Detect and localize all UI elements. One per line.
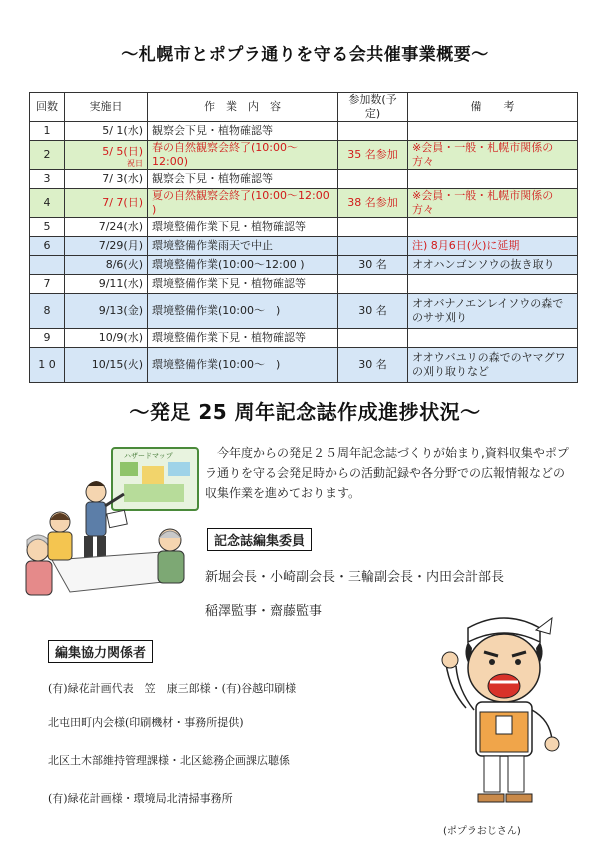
row-note-cont: のササ刈り — [412, 311, 467, 324]
row-note — [408, 329, 578, 348]
row-count: 30 名 — [338, 294, 408, 329]
row-note: オオハンゴンソウの抜き取り — [408, 256, 578, 275]
table-row — [30, 237, 578, 256]
table-row — [30, 294, 578, 329]
row-note: ※会員・一般・札幌市関係の方々 — [408, 141, 578, 170]
paragraph-line: 今年度からの発足２５周年記念誌づくりが始まり,資料収集やポプ — [217, 446, 569, 460]
row-no: 4 — [30, 189, 65, 218]
table-row — [30, 329, 578, 348]
row-count — [338, 218, 408, 237]
paragraph-line: 収集作業を進めております。 — [205, 486, 361, 500]
row-content: 環境整備作業(10:00～12:00 ) — [148, 256, 338, 275]
row-note — [408, 218, 578, 237]
editors-line: 稲澤監事・齋藤監事 — [205, 604, 323, 619]
row-date: 9/13(金) — [65, 294, 148, 329]
row-content: 観察会下見・植物確認等 — [148, 122, 338, 141]
board-label: ハザードマップ — [124, 452, 173, 460]
row-date: 5/ 5(日) — [102, 144, 143, 158]
row-note: オオバナノエンレイソウの森で — [412, 297, 564, 310]
row-note — [408, 122, 578, 141]
editors-heading: 記念誌編集委員 — [207, 528, 312, 551]
row-date-holiday: 祝日 — [127, 158, 143, 168]
table-row — [30, 170, 578, 189]
table-row — [30, 275, 578, 294]
row-note — [408, 170, 578, 189]
row-count — [338, 275, 408, 294]
row-note: 注) 8月6日(火)に延期 — [408, 237, 578, 256]
row-note: オオウバユリの森でのヤマグワ — [412, 351, 566, 364]
table-header-row — [30, 93, 578, 122]
row-note-cont: の刈り取りなど — [412, 365, 489, 378]
cooperators-heading: 編集協力関係者 — [48, 640, 153, 663]
row-date: 7/ 3(水) — [65, 170, 148, 189]
header-content: 作 業 内 容 — [148, 93, 338, 122]
paragraph-line: ラ通りを守る会発足時からの活動記録や各分野での広報情報などの — [205, 466, 566, 480]
table-row — [30, 189, 578, 218]
meeting-illustration — [12, 440, 202, 610]
cooperators-line: 北区土木部維持管理課様・北区総務企画課広聴係 — [48, 754, 290, 767]
table-row — [30, 218, 578, 237]
row-no: 6 — [30, 237, 65, 256]
editors-line: 新堀会長・小崎副会長・三輪副会長・内田会計部長 — [205, 570, 505, 585]
row-no: 9 — [30, 329, 65, 348]
row-no: 1 0 — [30, 348, 65, 383]
row-no: 1 — [30, 122, 65, 141]
schedule-table — [29, 92, 578, 383]
row-content: 環境整備作業下見・植物確認等 — [148, 275, 338, 294]
row-content: 春の自然観察会終了(10:00～12:00) — [148, 141, 338, 170]
row-note: ※会員・一般・札幌市関係の方々 — [408, 189, 578, 218]
row-count: 30 名 — [338, 256, 408, 275]
table-row — [30, 348, 578, 383]
cooperators-line: 北屯田町内会様(印刷機材・事務所提供) — [48, 716, 244, 729]
row-count — [338, 170, 408, 189]
row-date: 7/29(月) — [65, 237, 148, 256]
row-count — [338, 122, 408, 141]
progress-paragraph — [205, 443, 585, 503]
row-count: 38 名参加 — [338, 189, 408, 218]
row-note — [408, 275, 578, 294]
row-count — [338, 237, 408, 256]
header-count: 参加数(予定) — [338, 93, 408, 122]
row-content: 環境整備作業下見・植物確認等 — [148, 329, 338, 348]
row-content: 環境整備作業(10:00～ ) — [148, 348, 338, 383]
row-no: 8 — [30, 294, 65, 329]
table-row — [30, 256, 578, 275]
row-date: 7/ 7(日) — [65, 189, 148, 218]
row-count: 30 名 — [338, 348, 408, 383]
row-content: 観察会下見・植物確認等 — [148, 170, 338, 189]
row-no: 5 — [30, 218, 65, 237]
cooperators-line: (有)緑花計画様・環境局北清掃事務所 — [48, 792, 233, 805]
row-content: 環境整備作業(10:00～ ) — [148, 294, 338, 329]
row-note-cell — [408, 348, 578, 383]
header-note: 備 考 — [408, 93, 578, 122]
cooperators-line: (有)緑花計画代表 笠 康三郎様・(有)谷越印刷様 — [48, 682, 297, 695]
row-count: 35 名参加 — [338, 141, 408, 170]
row-date: 10/9(水) — [65, 329, 148, 348]
poplar-ojisan-mascot — [440, 600, 570, 820]
row-content: 夏の自然観察会終了(10:00～12:00 ) — [148, 189, 338, 218]
row-content: 環境整備作業下見・植物確認等 — [148, 218, 338, 237]
header-no: 回数 — [30, 93, 65, 122]
table-row — [30, 141, 578, 170]
table-row — [30, 122, 578, 141]
section-title-anniversary-progress: ～発足 25 周年記念誌作成進捗状況～ — [129, 400, 481, 424]
row-date: 7/24(水) — [65, 218, 148, 237]
row-no: 2 — [30, 141, 65, 170]
row-no: 7 — [30, 275, 65, 294]
row-date: 9/11(水) — [65, 275, 148, 294]
row-date: 10/15(火) — [65, 348, 148, 383]
row-date: 5/ 1(水) — [65, 122, 148, 141]
row-no — [30, 256, 65, 275]
row-note-cell — [408, 294, 578, 329]
mascot-caption: (ポプラおじさん) — [443, 826, 521, 837]
row-content: 環境整備作業雨天で中止 — [148, 237, 338, 256]
section-title-project-overview: ～札幌市とポプラ通りを守る会共催事業概要～ — [121, 45, 489, 65]
row-date: 8/6(火) — [65, 256, 148, 275]
row-count — [338, 329, 408, 348]
row-no: 3 — [30, 170, 65, 189]
row-date-cell — [65, 141, 148, 170]
header-date: 実施日 — [65, 93, 148, 122]
